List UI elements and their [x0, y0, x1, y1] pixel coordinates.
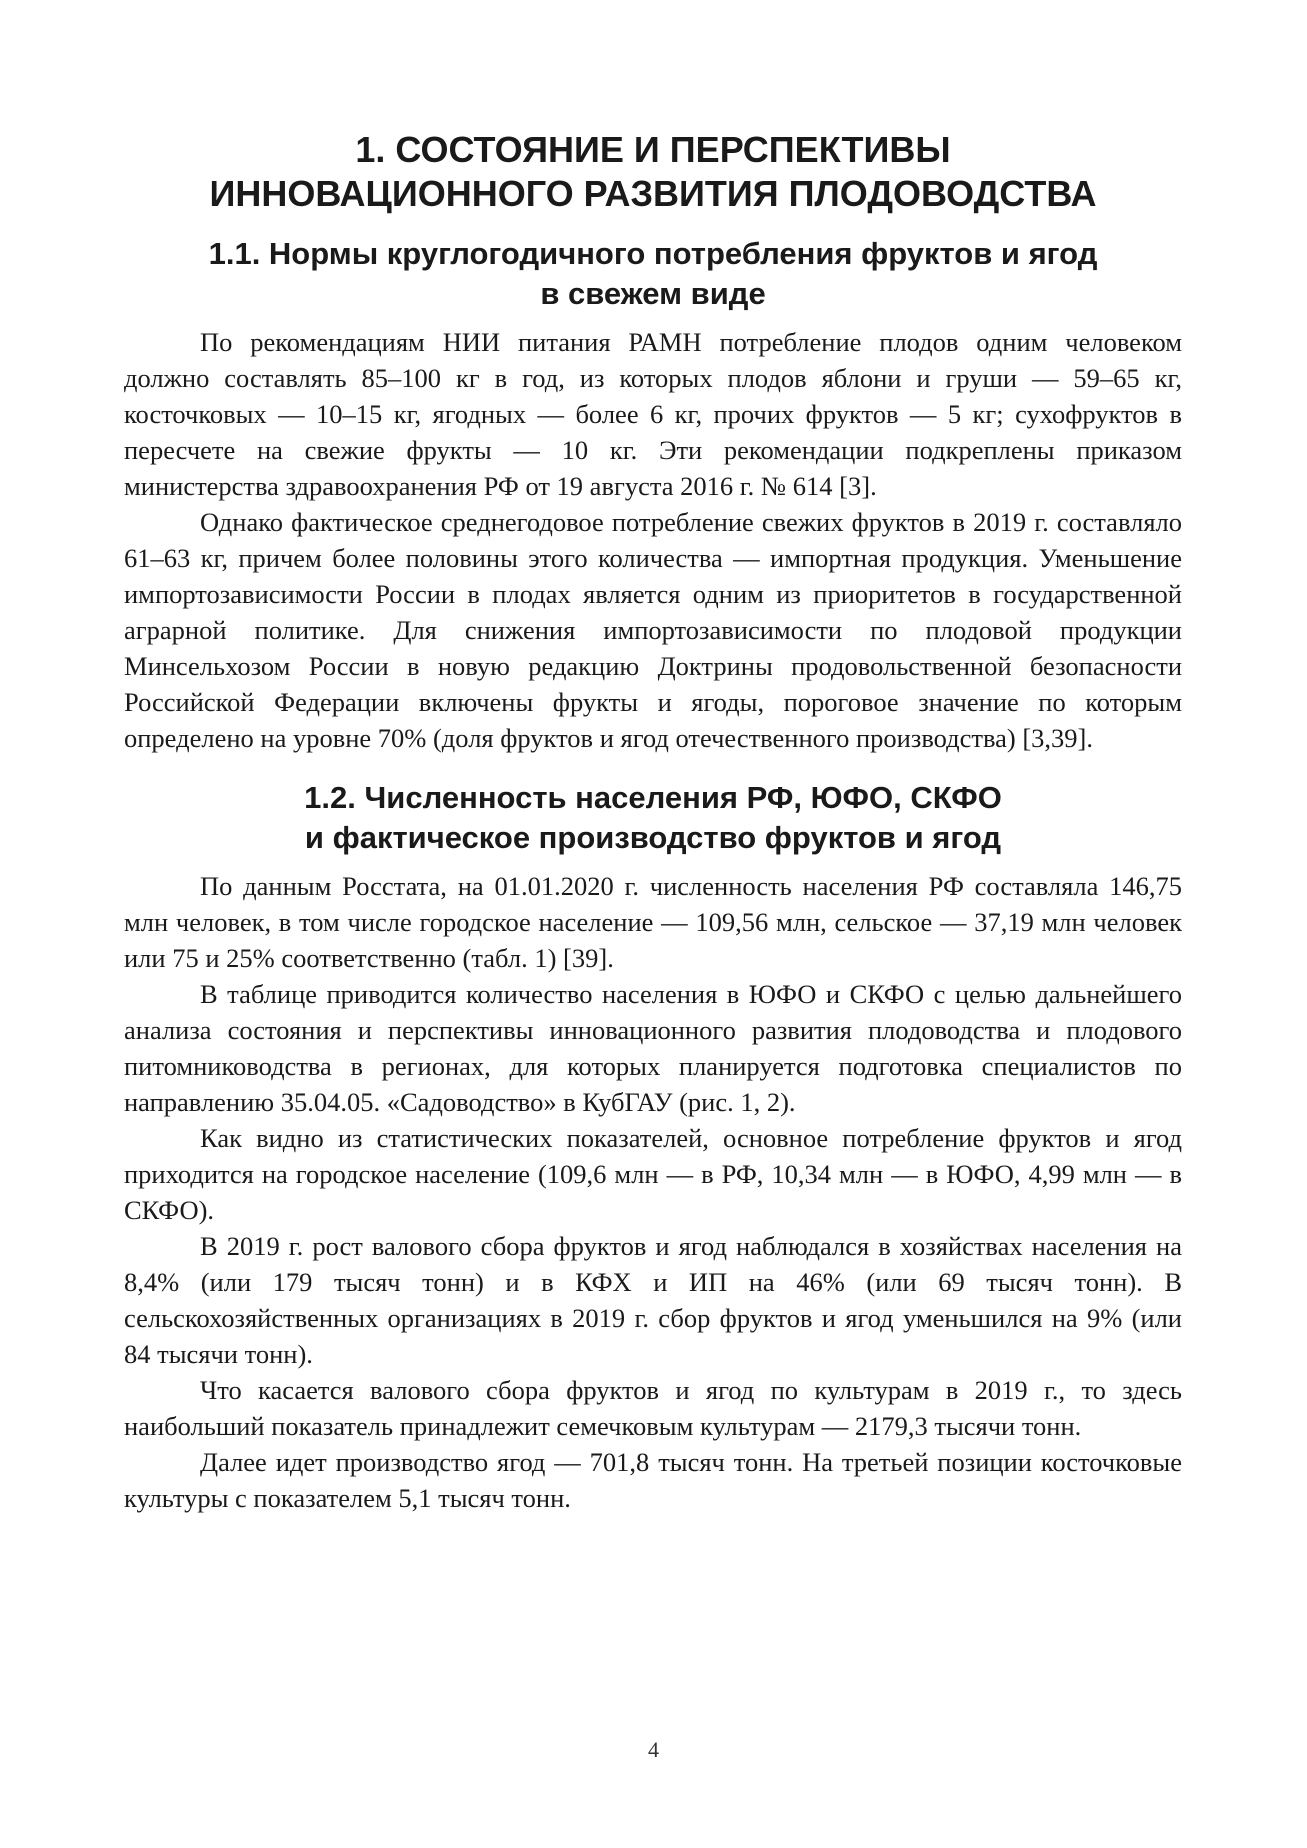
section-2-paragraph-3: Как видно из статистических показателей, основное потребление фруктов и ягод приходится на городское население (109,6 млн — в РФ, 10,34 млн — в ЮФО, 4,99 млн — в СКФО). [124, 1123, 1182, 1225]
section-2-title-line-2: и фактическое производство фруктов и ягод [304, 820, 1002, 855]
section-2-paragraph-2: В таблице приводится количество населения в ЮФО и СКФО с целью дальнейшего анализа состояния и перспективы инновационного развития плодоводства и плодового питомниководства в регионах, для которых планируется подготовка специалистов по направлению 35.04.05. «Садоводство» в КубГАУ (рис. 1, 2). [124, 979, 1182, 1117]
section-1-title-line-1: 1.1. Нормы круглогодичного потребления фруктов и ягод [208, 236, 1098, 271]
chapter-title-line-1: 1. СОСТОЯНИЕ И ПЕРСПЕКТИВЫ [355, 129, 951, 170]
section-2-paragraph-1: По данным Росстата, на 01.01.2020 г. численность населения РФ составляла 146,75 млн человек, в том числе городское население — 109,56 млн, сельское — 37,19 млн человек или 75 и 25% соответственно (табл. 1) [39]. [124, 871, 1182, 973]
section-1-paragraph-2: Однако фактическое среднегодовое потребление свежих фруктов в 2019 г. составляло 61–63 кг, причем более половины этого количества — импортная продукция. Уменьшение импортозависимости России в плодах является одним из приоритетов в государственной аграрной политике. Для снижения импортозависимости по плодовой продукции Минсельхозом России в новую редакцию Доктрины продовольственной безопасности Российской Федерации включены фрукты и ягоды, пороговое значение по которым определено на уровне 70% (доля фруктов и ягод отечественного производства) [3,39]. [124, 507, 1182, 753]
chapter-title [124, 128, 1182, 216]
chapter-title-line-2: ИННОВАЦИОННОГО РАЗВИТИЯ ПЛОДОВОДСТВА [209, 173, 1097, 214]
section-1-title-line-2: в свежем виде [540, 276, 766, 311]
page-content [124, 128, 1182, 1516]
section-1-paragraph-1: По рекомендациям НИИ питания РАМН потребление плодов одним человеком должно составлять 85–100 кг в год, из которых плодов яблони и груши — 59–65 кг, косточковых — 10–15 кг, ягодных — более 6 кг, прочих фруктов — 5 кг; сухофруктов в пересчете на свежие фрукты — 10 кг. Эти рекомендации подкреплены приказом министерства здравоохранения РФ от 19 августа 2016 г. № 614 [3]. [124, 327, 1182, 501]
section-1-title [124, 234, 1182, 314]
section-2-title-line-1: 1.2. Численность населения РФ, ЮФО, СКФО [304, 780, 1002, 815]
section-2-paragraph-4: В 2019 г. рост валового сбора фруктов и ягод наблюдался в хозяйствах населения на 8,4% (или 179 тысяч тонн) и в КФХ и ИП на 46% (или 69 тысяч тонн). В сельскохозяйственных организациях в 2019 г. сбор фруктов и ягод уменьшился на 9% (или 84 тысячи тонн). [124, 1231, 1182, 1369]
section-2-title [124, 778, 1182, 858]
section-2-paragraph-6: Далее идет производство ягод — 701,8 тысяч тонн. На третьей позиции косточковые культуры с показателем 5,1 тысяч тонн. [124, 1447, 1182, 1513]
page-number: 4 [648, 1737, 659, 1762]
section-2-paragraph-5: Что касается валового сбора фруктов и ягод по культурам в 2019 г., то здесь наибольший показатель принадлежит семечковым культурам — 2179,3 тысячи тонн. [124, 1375, 1182, 1441]
